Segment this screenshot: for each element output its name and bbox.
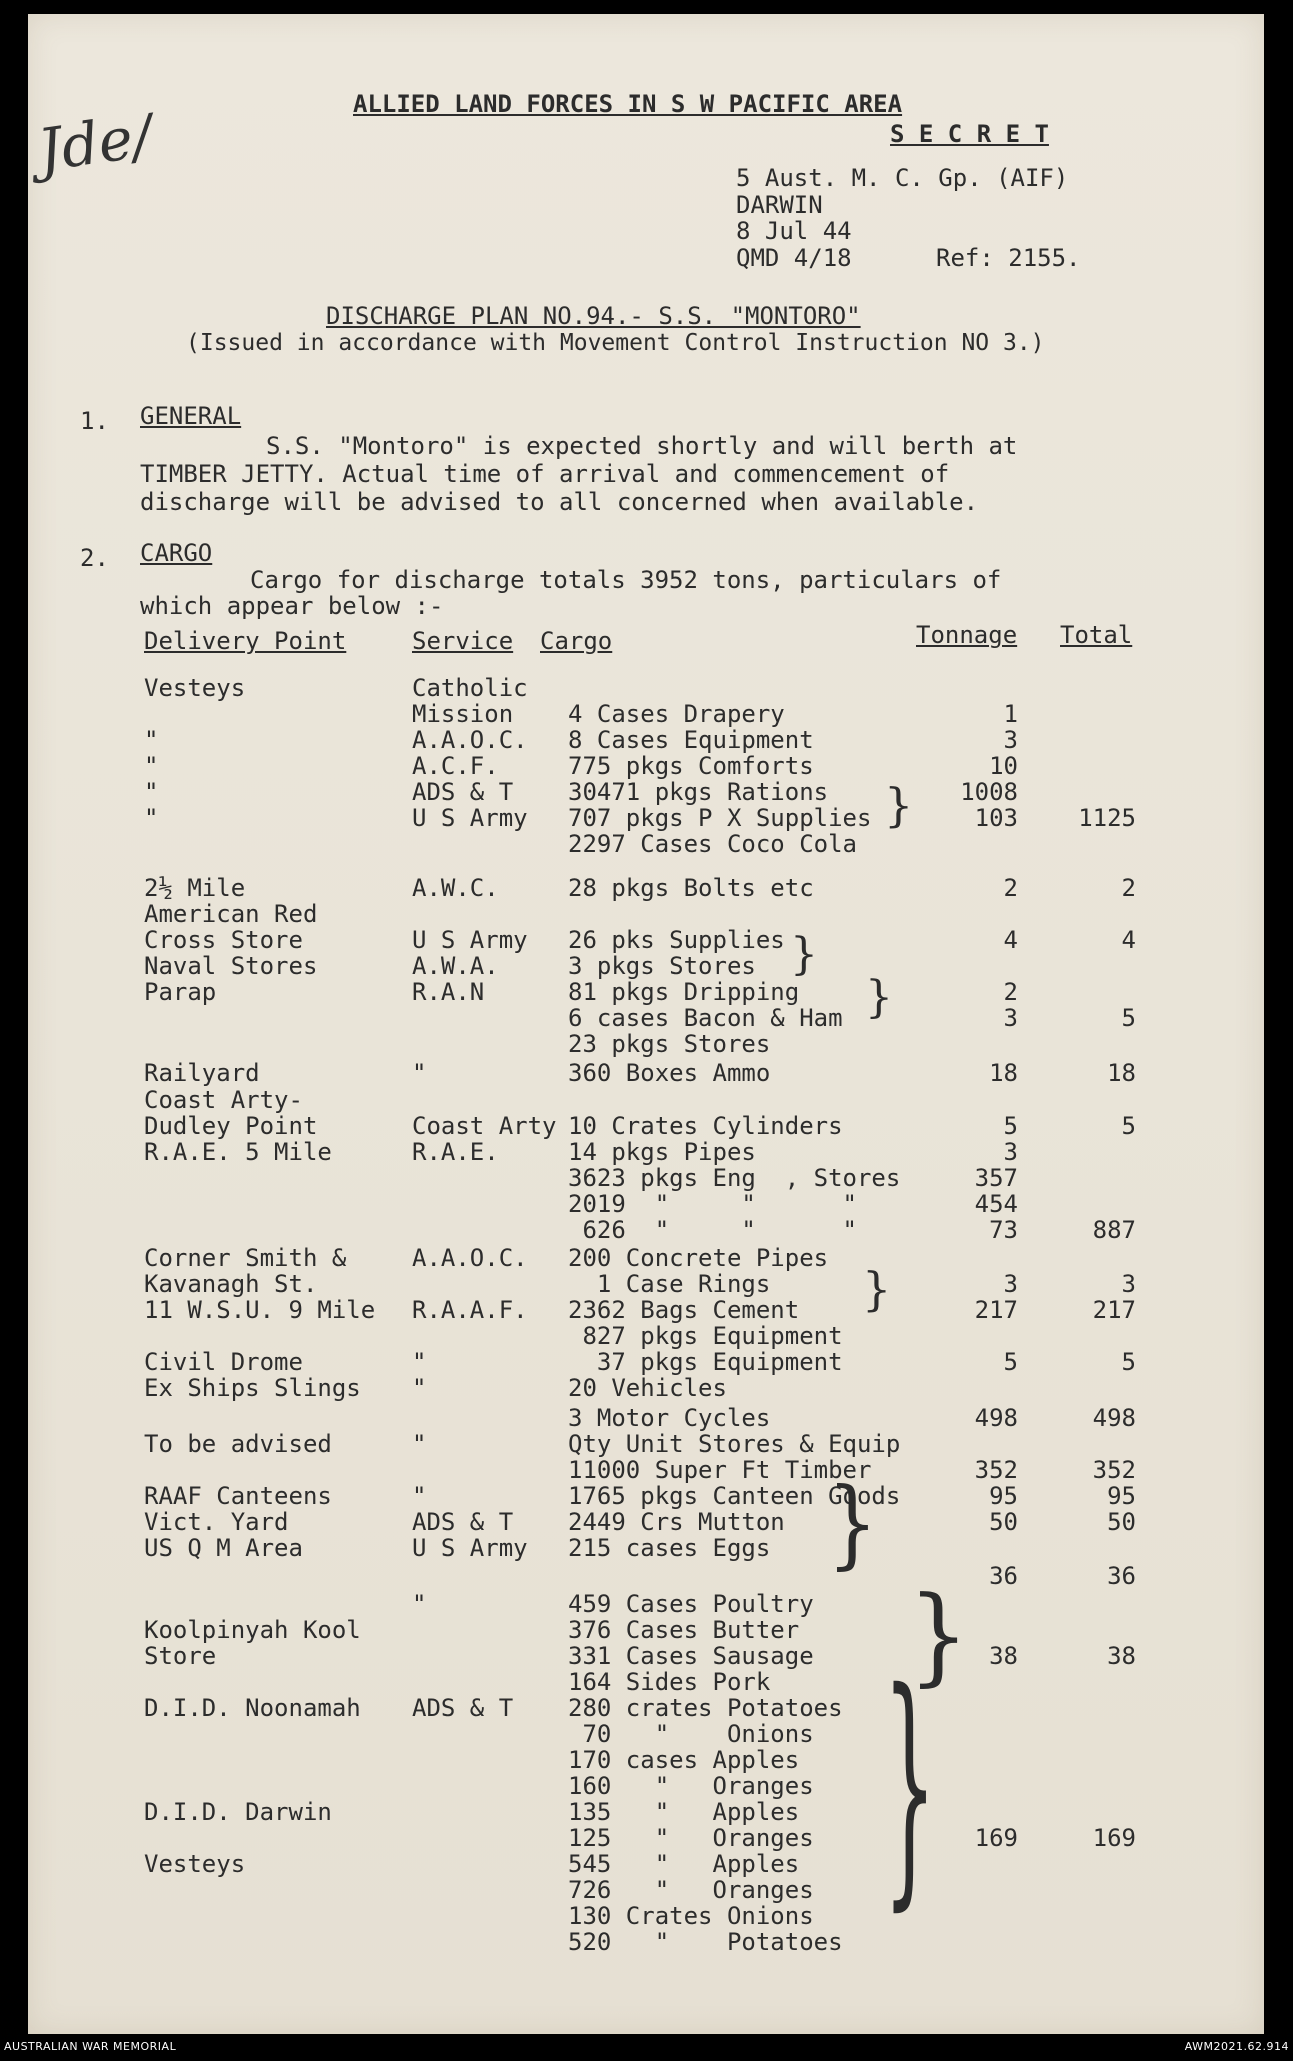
cell-delivery-point: To be advised: [144, 1430, 332, 1458]
cell-service: R.A.N: [412, 978, 485, 1006]
cell-total: 2: [1121, 874, 1136, 902]
cell-cargo: 331 Cases Sausage: [568, 1642, 814, 1670]
cell-delivery-point: Cross Store: [144, 926, 303, 954]
cell-cargo: 280 crates Potatoes: [568, 1694, 843, 1722]
cell-cargo: 125 " Oranges: [568, 1824, 814, 1852]
cell-delivery-point: Parap: [144, 978, 217, 1006]
header-total: Total: [1060, 621, 1133, 649]
cell-service: ": [412, 1590, 427, 1618]
cell-cargo: 376 Cases Butter: [568, 1616, 800, 1644]
cell-service: ADS & T: [412, 778, 514, 806]
handwritten-annotation: Jde/: [33, 101, 157, 185]
header-date: 8 Jul 44: [736, 217, 852, 245]
cell-cargo: 459 Cases Poultry: [568, 1590, 814, 1618]
header-place: DARWIN: [736, 191, 823, 219]
footer-source: AUSTRALIAN WAR MEMORIAL: [4, 2040, 177, 2053]
cell-tonnage: 3: [1003, 1004, 1018, 1032]
cell-tonnage: 3: [1003, 1270, 1018, 1298]
cell-tonnage: 357: [974, 1164, 1018, 1192]
cell-tonnage: 38: [989, 1642, 1018, 1670]
brace: }: [865, 972, 893, 1023]
brace: }: [790, 929, 818, 980]
cell-total: 887: [1092, 1216, 1136, 1244]
section-2-line: which appear below :-: [140, 592, 444, 620]
cell-cargo: 2297 Cases Coco Cola: [568, 830, 857, 858]
cell-delivery-point: Civil Drome: [144, 1348, 303, 1376]
cell-tonnage: 1: [1003, 700, 1018, 728]
cell-delivery-point: Naval Stores: [144, 952, 318, 980]
cell-service: A.W.A.: [412, 952, 499, 980]
cell-delivery-point: RAAF Canteens: [144, 1482, 332, 1510]
section-1-line: S.S. "Montoro" is expected shortly and will berth at: [266, 432, 1018, 460]
cell-tonnage: 73: [989, 1216, 1018, 1244]
cell-tonnage: 5: [1003, 1112, 1018, 1140]
cell-delivery-point: R.A.E. 5 Mile: [144, 1138, 332, 1166]
cell-total: 5: [1121, 1112, 1136, 1140]
cell-total: 169: [1092, 1824, 1136, 1852]
cell-cargo: 775 pkgs Comforts: [568, 752, 814, 780]
section-2-number: 2.: [80, 544, 109, 572]
cell-cargo: Qty Unit Stores & Equip: [568, 1430, 901, 1458]
cell-service: R.A.E.: [412, 1138, 499, 1166]
cell-service: A.W.C.: [412, 874, 499, 902]
cell-cargo: 8 Cases Equipment: [568, 726, 814, 754]
cell-delivery-point: Koolpinyah Kool: [144, 1616, 361, 1644]
cell-tonnage: 50: [989, 1508, 1018, 1536]
cell-service: ": [412, 1430, 427, 1458]
cell-service: R.A.A.F.: [412, 1296, 528, 1324]
cell-delivery-point: ": [144, 752, 159, 780]
cell-delivery-point: Kavanagh St.: [144, 1270, 318, 1298]
cell-tonnage: 2: [1003, 978, 1018, 1006]
cell-service: ": [412, 1374, 427, 1402]
header-qmd: QMD 4/18: [736, 244, 852, 272]
document-page: [28, 14, 1264, 2034]
cell-delivery-point: Corner Smith &: [144, 1244, 347, 1272]
cell-cargo: 2362 Bags Cement: [568, 1296, 800, 1324]
cell-delivery-point: Coast Arty-: [144, 1086, 303, 1114]
cell-total: 38: [1107, 1642, 1136, 1670]
cell-cargo: 3 pkgs Stores: [568, 952, 756, 980]
cell-service: Catholic: [412, 674, 528, 702]
cell-cargo: 20 Vehicles: [568, 1374, 727, 1402]
cell-delivery-point: Ex Ships Slings: [144, 1374, 361, 1402]
cell-cargo: 2019 " " ": [568, 1190, 857, 1218]
cell-cargo: 726 " Oranges: [568, 1876, 814, 1904]
cell-delivery-point: Vesteys: [144, 674, 246, 702]
cell-cargo: 70 " Onions: [568, 1720, 814, 1748]
cell-service: Coast Arty: [412, 1112, 557, 1140]
cell-cargo: 626 " " ": [568, 1216, 857, 1244]
cell-cargo: 520 " Potatoes: [568, 1928, 843, 1956]
cell-cargo: 11000 Super Ft Timber: [568, 1456, 872, 1484]
cell-cargo: 707 pkgs P X Supplies: [568, 804, 872, 832]
cell-tonnage: 95: [989, 1482, 1018, 1510]
cell-service: U S Army: [412, 1534, 528, 1562]
section-1-heading: GENERAL: [140, 402, 242, 430]
cell-service: ": [412, 1348, 427, 1376]
cell-tonnage: 36: [989, 1562, 1018, 1590]
cell-service: ADS & T: [412, 1508, 514, 1536]
header-cargo: Cargo: [540, 627, 613, 655]
section-2-heading: CARGO: [140, 539, 213, 567]
cell-cargo: 827 pkgs Equipment: [568, 1322, 843, 1350]
cell-delivery-point: Railyard: [144, 1059, 260, 1087]
cell-delivery-point: 11 W.S.U. 9 Mile: [144, 1296, 376, 1324]
document-title: DISCHARGE PLAN NO.94.- S.S. "MONTORO": [326, 302, 861, 330]
header-service: Service: [412, 627, 514, 655]
cell-total: 4: [1121, 926, 1136, 954]
cell-total: 95: [1107, 1482, 1136, 1510]
cell-tonnage: 169: [974, 1824, 1018, 1852]
brace: }: [883, 1638, 937, 1932]
cell-service: A.A.O.C.: [412, 1244, 528, 1272]
cell-total: 50: [1107, 1508, 1136, 1536]
cell-cargo: 200 Concrete Pipes: [568, 1244, 829, 1272]
cell-service: ADS & T: [412, 1694, 514, 1722]
section-1-line: discharge will be advised to all concerned when available.: [140, 488, 979, 516]
document-subtitle: (Issued in accordance with Movement Control Instruction NO 3.): [186, 330, 1045, 356]
cell-cargo: 170 cases Apples: [568, 1746, 800, 1774]
cell-delivery-point: 2½ Mile: [144, 874, 246, 902]
cell-cargo: 130 Crates Onions: [568, 1902, 814, 1930]
cell-delivery-point: D.I.D. Darwin: [144, 1798, 332, 1826]
cell-tonnage: 18: [989, 1059, 1018, 1087]
cell-delivery-point: Vesteys: [144, 1850, 246, 1878]
header-tonnage: Tonnage: [916, 621, 1018, 649]
cell-cargo: 545 " Apples: [568, 1850, 800, 1878]
cell-total: 498: [1092, 1404, 1136, 1432]
cell-cargo: 10 Crates Cylinders: [568, 1112, 843, 1140]
cell-tonnage: 498: [974, 1404, 1018, 1432]
cell-service: A.A.O.C.: [412, 726, 528, 754]
cell-tonnage: 3: [1003, 726, 1018, 754]
cell-cargo: 26 pks Supplies: [568, 926, 785, 954]
cell-delivery-point: D.I.D. Noonamah: [144, 1694, 361, 1722]
cell-cargo: 1765 pkgs Canteen Goods: [568, 1482, 901, 1510]
brace: }: [884, 778, 914, 832]
cell-tonnage: 3: [1003, 1138, 1018, 1166]
header-title: ALLIED LAND FORCES IN S W PACIFIC AREA: [353, 90, 903, 118]
cell-total: 36: [1107, 1562, 1136, 1590]
cell-service: Mission: [412, 700, 514, 728]
header-unit: 5 Aust. M. C. Gp. (AIF): [736, 164, 1069, 192]
cell-cargo: 14 pkgs Pipes: [568, 1138, 756, 1166]
cell-cargo: 164 Sides Pork: [568, 1668, 771, 1696]
cell-cargo: 6 cases Bacon & Ham: [568, 1004, 843, 1032]
classification-stamp: S E C R E T: [890, 120, 1049, 148]
cell-delivery-point: American Red: [144, 900, 318, 928]
cell-total: 3: [1121, 1270, 1136, 1298]
cell-total: 5: [1121, 1004, 1136, 1032]
brace: }: [908, 1573, 970, 1697]
cell-cargo: 360 Boxes Ammo: [568, 1059, 771, 1087]
cell-cargo: 215 cases Eggs: [568, 1534, 771, 1562]
cell-delivery-point: US Q M Area: [144, 1534, 303, 1562]
cell-service: ": [412, 1059, 427, 1087]
cell-total: 5: [1121, 1348, 1136, 1376]
header-ref: Ref: 2155.: [936, 244, 1081, 272]
cell-tonnage: 352: [974, 1456, 1018, 1484]
cell-cargo: 1 Case Rings: [568, 1270, 771, 1298]
cell-tonnage: 5: [1003, 1348, 1018, 1376]
cell-total: 18: [1107, 1059, 1136, 1087]
cell-delivery-point: Vict. Yard: [144, 1508, 289, 1536]
cell-delivery-point: ": [144, 778, 159, 806]
cell-cargo: 4 Cases Drapery: [568, 700, 785, 728]
cell-service: U S Army: [412, 804, 528, 832]
cell-delivery-point: Dudley Point: [144, 1112, 318, 1140]
cell-total: 352: [1092, 1456, 1136, 1484]
footer-accession: AWM2021.62.914: [1184, 2040, 1289, 2053]
cell-delivery-point: ": [144, 804, 159, 832]
cell-service: U S Army: [412, 926, 528, 954]
cell-tonnage: 103: [974, 804, 1018, 832]
cell-cargo: 81 pkgs Dripping: [568, 978, 800, 1006]
cell-tonnage: 217: [974, 1296, 1018, 1324]
cell-cargo: 2449 Crs Mutton: [568, 1508, 785, 1536]
brace: }: [827, 1467, 878, 1580]
cell-cargo: 23 pkgs Stores: [568, 1030, 771, 1058]
cell-service: A.C.F.: [412, 752, 499, 780]
cell-cargo: 160 " Oranges: [568, 1772, 814, 1800]
cell-cargo: 30471 pkgs Rations: [568, 778, 829, 806]
cell-cargo: 3623 pkgs Eng , Stores: [568, 1164, 901, 1192]
cell-cargo: 3 Motor Cycles: [568, 1404, 771, 1432]
brace: }: [862, 1262, 892, 1316]
cell-tonnage: 454: [974, 1190, 1018, 1218]
cell-tonnage: 1008: [960, 778, 1018, 806]
header-delivery-point: Delivery Point: [144, 627, 347, 655]
cell-total: 217: [1092, 1296, 1136, 1324]
section-1-line: TIMBER JETTY. Actual time of arrival and commencement of: [140, 460, 950, 488]
cell-total: 1125: [1078, 804, 1136, 832]
cell-delivery-point: Store: [144, 1642, 217, 1670]
cell-delivery-point: ": [144, 726, 159, 754]
section-1-number: 1.: [80, 407, 109, 435]
cell-cargo: 37 pkgs Equipment: [568, 1348, 843, 1376]
cell-tonnage: 2: [1003, 874, 1018, 902]
cell-cargo: 28 pkgs Bolts etc: [568, 874, 814, 902]
cell-tonnage: 4: [1003, 926, 1018, 954]
cell-service: ": [412, 1482, 427, 1510]
section-2-line: Cargo for discharge totals 3952 tons, particulars of: [250, 566, 1002, 594]
cell-cargo: 135 " Apples: [568, 1798, 800, 1826]
cell-tonnage: 10: [989, 752, 1018, 780]
